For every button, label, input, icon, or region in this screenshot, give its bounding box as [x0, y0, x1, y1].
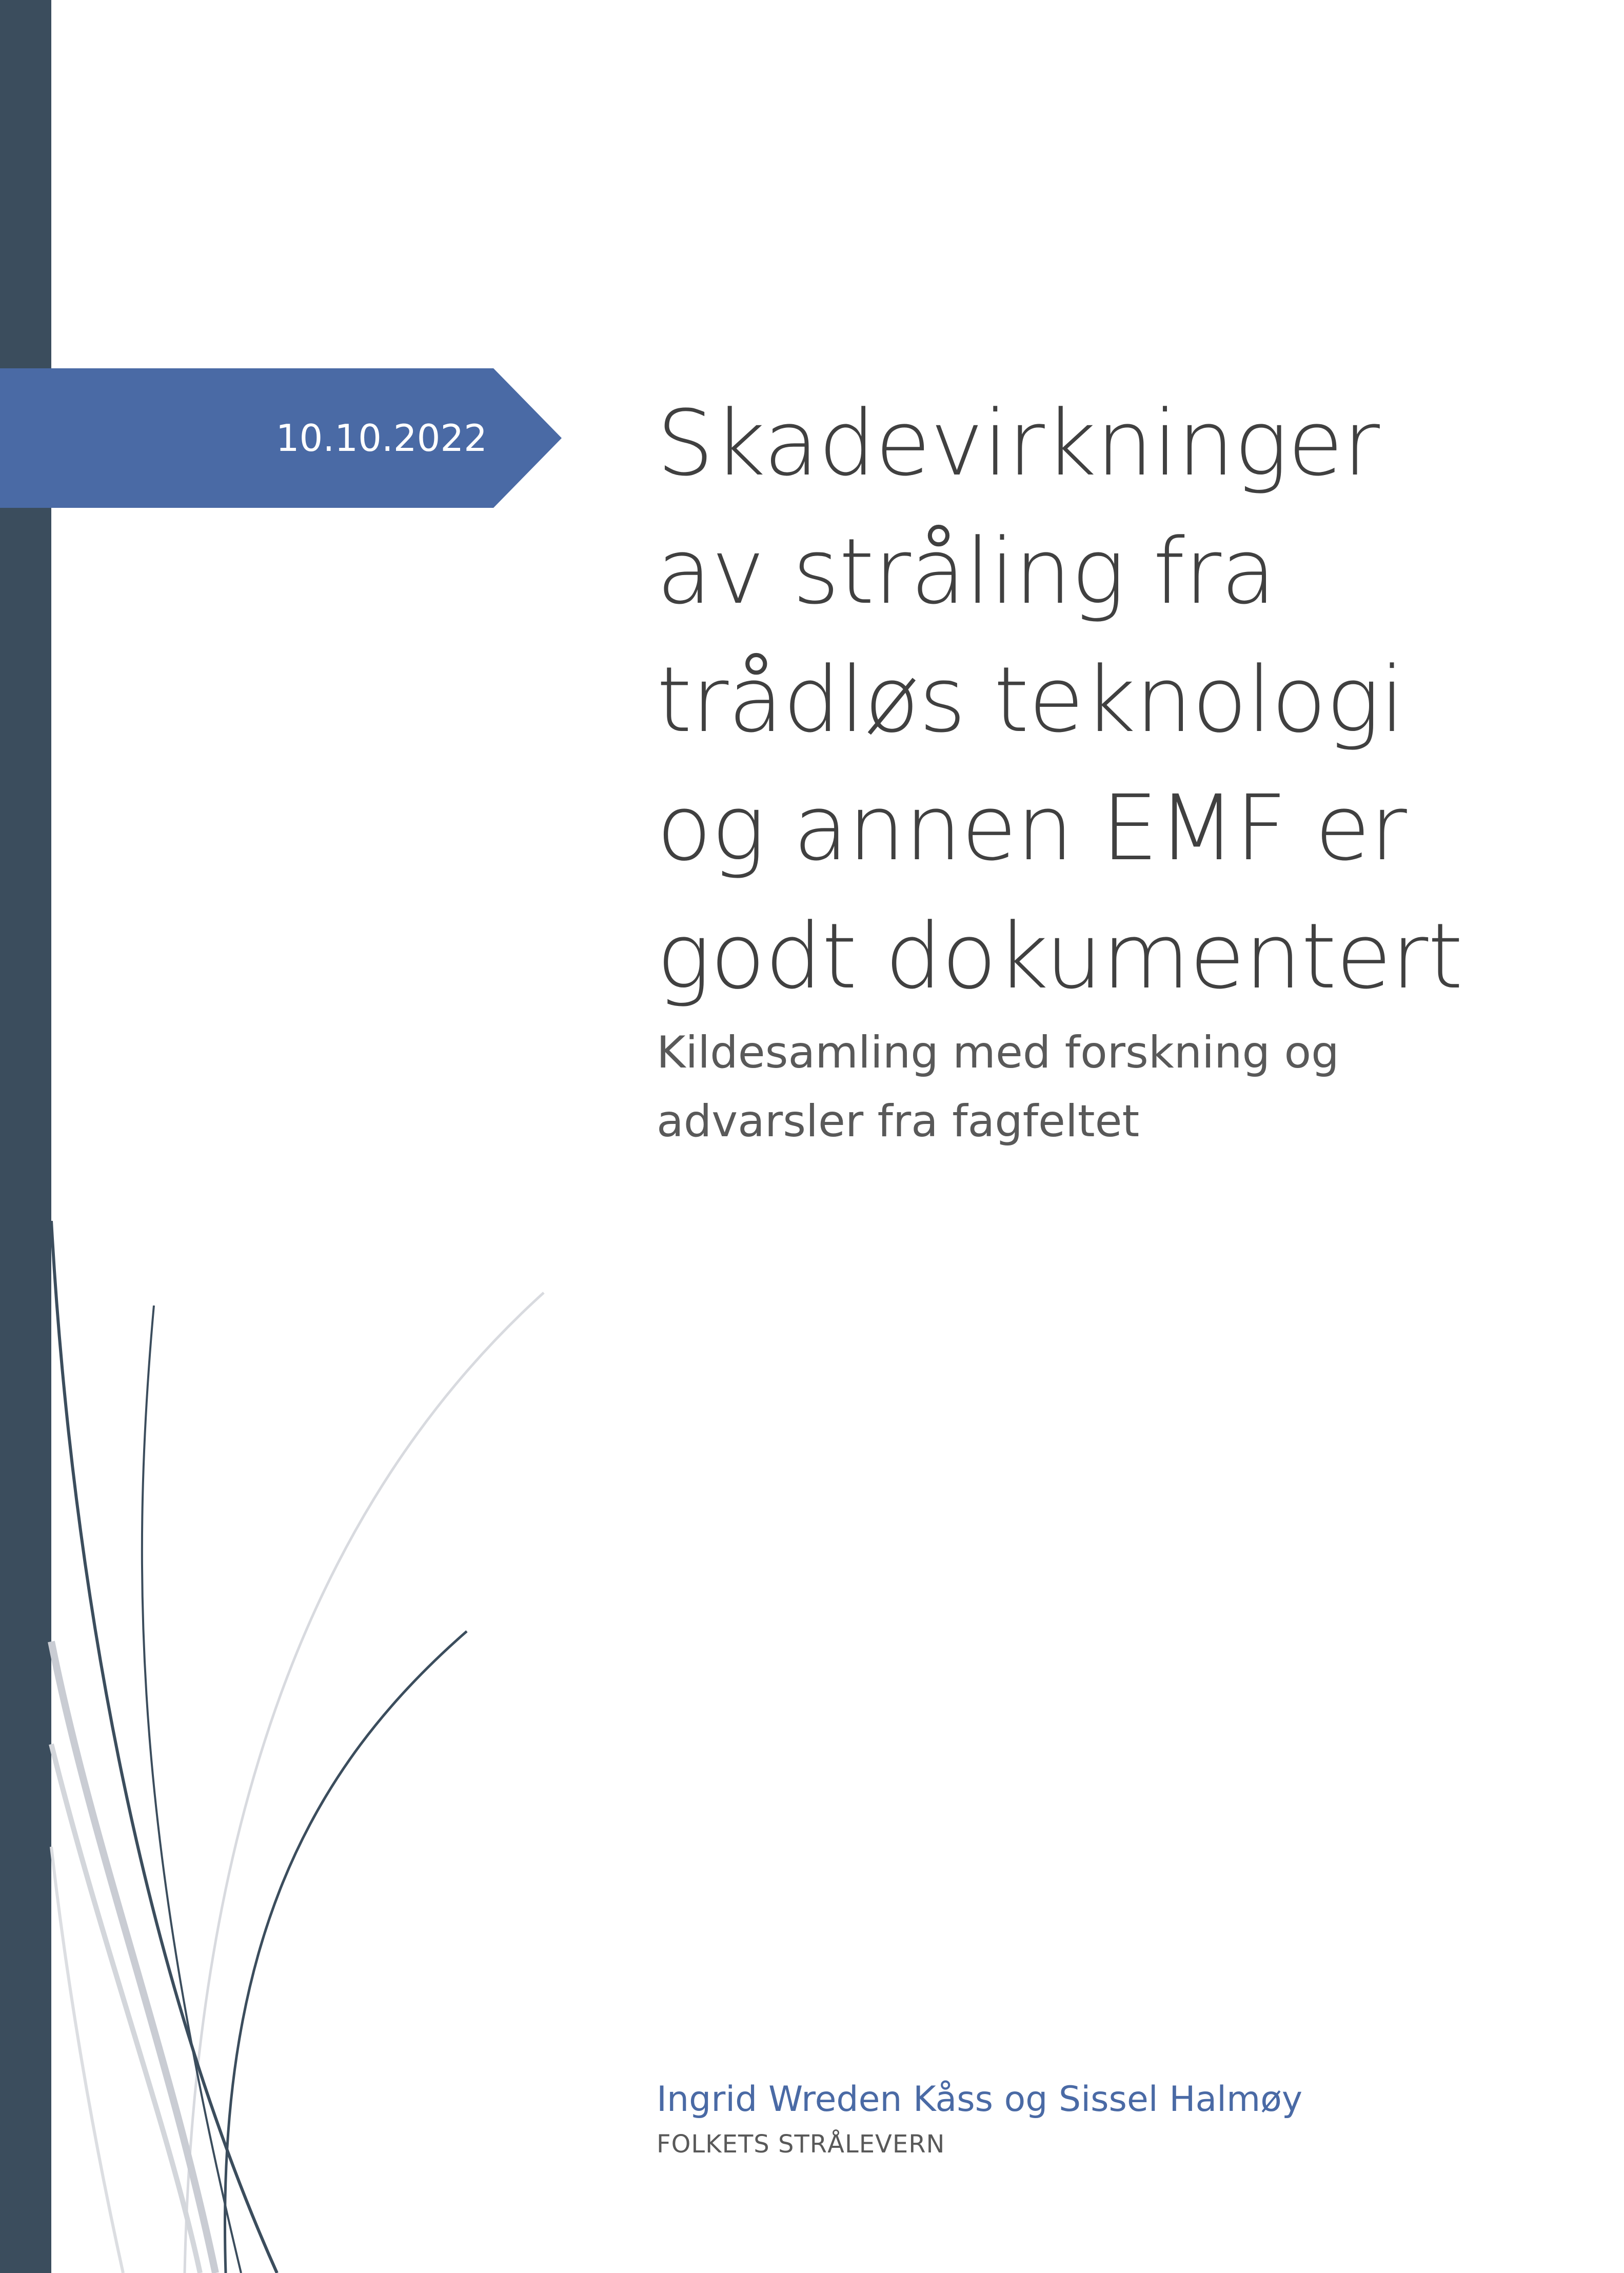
- authors: Ingrid Wreden Kåss og Sissel Halmøy: [657, 2079, 1303, 2120]
- light-curve-2: [51, 1642, 215, 2273]
- title-line: trådløs teknologi: [657, 647, 1404, 753]
- title-line: godt dokumentert: [657, 904, 1463, 1009]
- title-line: og annen EMF er: [657, 776, 1407, 881]
- title-line: Skadevirkninger: [657, 391, 1379, 496]
- date-banner: [0, 368, 569, 508]
- light-curve-4: [51, 1847, 123, 2273]
- dark-curve-3: [225, 1631, 467, 2273]
- light-curve-1: [185, 1293, 544, 2273]
- title-line: av stråling fra: [657, 519, 1276, 624]
- subtitle-line: advarsler fra fagfeltet: [657, 1096, 1140, 1147]
- document-title: [657, 380, 1580, 1021]
- organization: FOLKETS STRÅLEVERN: [657, 2130, 945, 2159]
- cover-date: 10.10.2022: [275, 417, 487, 460]
- document-subtitle: [657, 1018, 1580, 1156]
- subtitle-line: Kildesamling med forskning og: [657, 1027, 1339, 1078]
- dark-curve-1: [51, 1221, 277, 2273]
